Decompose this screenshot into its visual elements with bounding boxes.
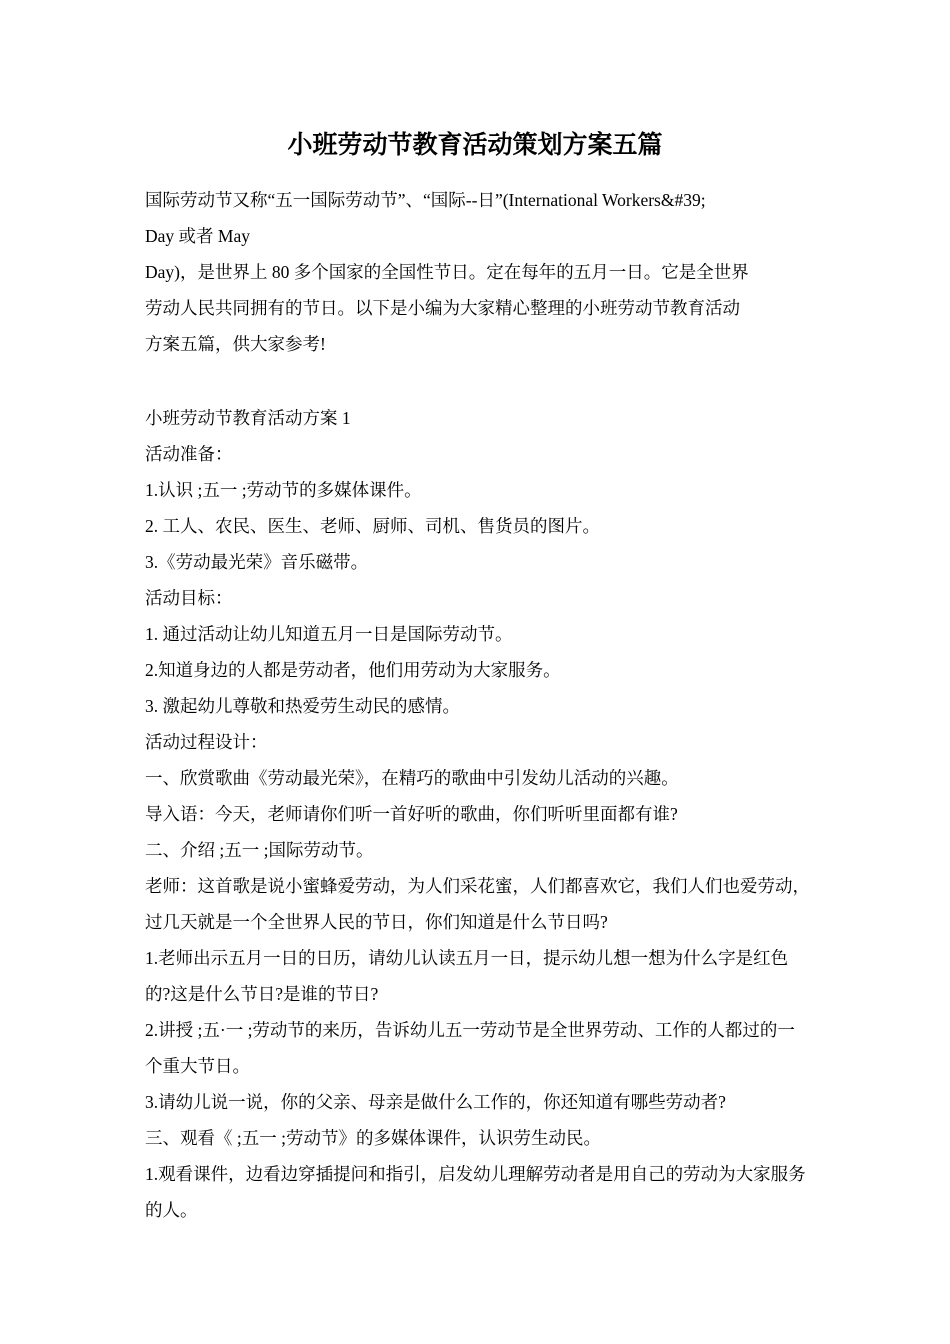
intro-paragraph xyxy=(145,182,810,362)
section-heading: 小班劳动节教育活动方案 1 xyxy=(145,408,351,428)
intro-line-4: 劳动人民共同拥有的节日。以下是小编为大家精心整理的小班劳动节教育活动 xyxy=(145,298,740,318)
intro-line-5: 方案五篇，供大家参考! xyxy=(145,334,326,354)
paragraph: 三、观看《 ;五一 ;劳动节》的多媒体课件，认识劳生动民。 xyxy=(145,1128,601,1148)
paragraph: 1.观看课件，边看边穿插提问和指引，启发幼儿理解劳动者是用自己的劳动为大家服务的人。 xyxy=(145,1164,806,1220)
intro-line-1: 国际劳动节又称“五一国际劳动节”、“国际--日”(International Workers&#39; xyxy=(145,190,706,210)
paragraph: 1.认识 ;五一 ;劳动节的多媒体课件。 xyxy=(145,480,422,500)
paragraph: 一、欣赏歌曲《劳动最光荣》，在精巧的歌曲中引发幼儿活动的兴趣。 xyxy=(145,768,679,788)
paragraph: 活动准备： xyxy=(145,444,233,464)
paragraph: 2.知道身边的人都是劳动者，他们用劳动为大家服务。 xyxy=(145,660,561,680)
document-body xyxy=(145,400,810,1228)
paragraph: 二、介绍 ;五一 ;国际劳动节。 xyxy=(145,840,374,860)
paragraph: 活动目标： xyxy=(145,588,233,608)
intro-line-3: Day)，是世界上 80 多个国家的全国性节日。定在每年的五月一日。它是全世界 xyxy=(145,262,749,282)
paragraph: 3. 激起幼儿尊敬和热爱劳生动民的感情。 xyxy=(145,696,460,716)
paragraph: 老师：这首歌是说小蜜蜂爱劳动，为人们采花蜜，人们都喜欢它，我们人们也爱劳动，过几天就是一个全世界人民的节日，你们知道是什么节日吗? xyxy=(145,876,810,932)
paragraph: 1. 通过活动让幼儿知道五月一日是国际劳动节。 xyxy=(145,624,513,644)
paragraph: 1.老师出示五月一日的日历，请幼儿认读五月一日，提示幼儿想一想为什么字是红色的?这是什么节日?是谁的节日? xyxy=(145,948,789,1004)
document-title: 小班劳动节教育活动策划方案五篇 xyxy=(287,132,663,159)
paragraph: 2.讲授 ;五·一 ;劳动节的来历，告诉幼儿五一劳动节是全世界劳动、工作的人都过的一个重大节日。 xyxy=(145,1020,795,1076)
paragraph: 2. 工人、农民、医生、老师、厨师、司机、售货员的图片。 xyxy=(145,516,600,536)
paragraph: 3.《劳动最光荣》音乐磁带。 xyxy=(145,552,369,572)
intro-line-2: Day 或者 May xyxy=(145,226,250,246)
paragraph: 活动过程设计： xyxy=(145,732,268,752)
paragraph: 3.请幼儿说一说，你的父亲、母亲是做什么工作的，你还知道有哪些劳动者? xyxy=(145,1092,726,1112)
paragraph: 导入语：今天，老师请你们听一首好听的歌曲，你们听听里面都有谁? xyxy=(145,804,678,824)
